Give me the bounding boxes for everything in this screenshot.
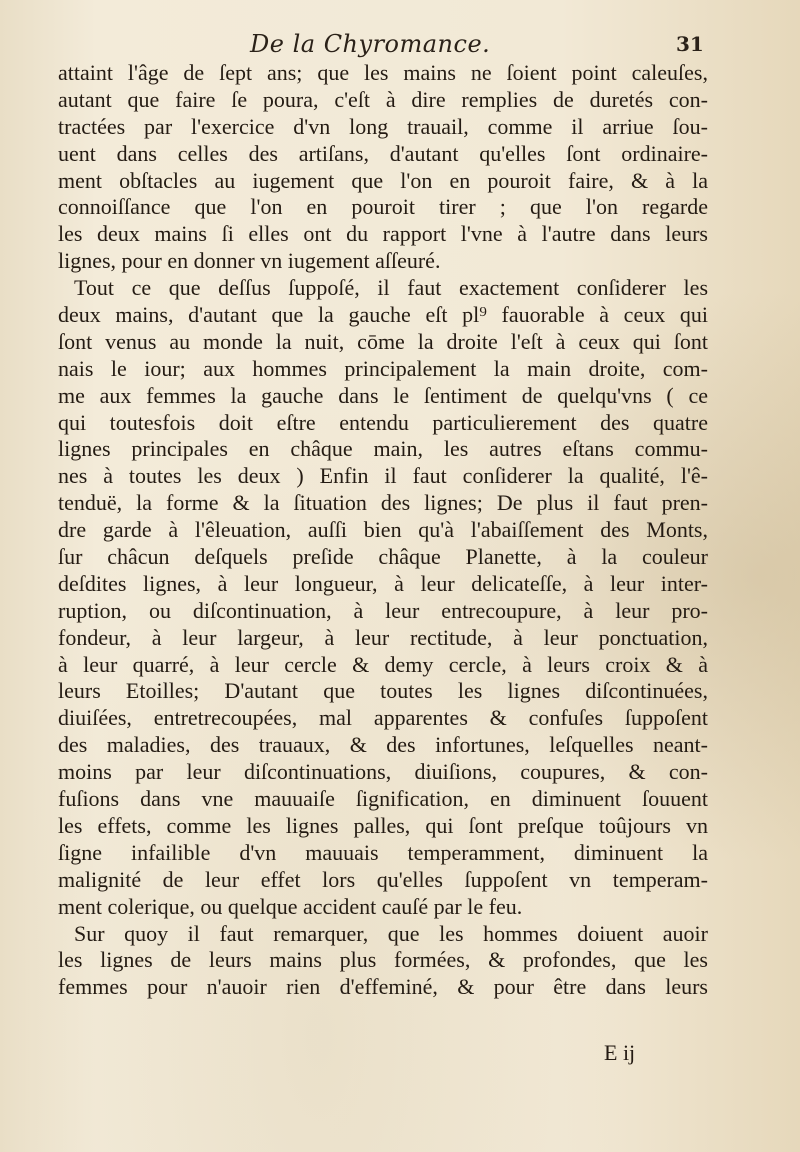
text-line: malignité de leur effet lors qu'elles ſuppoſent vn temperam-	[58, 866, 708, 892]
text-line: leurs Etoilles; D'autant que toutes les lignes diſcontinuées,	[58, 678, 708, 704]
text-line: ſur châcun deſquels preſide châque Planette, à la couleur	[58, 544, 708, 570]
text-line: autant que faire ſe poura, c'eſt à dire remplies de duretés con-	[58, 86, 708, 112]
text-line: ment colerique, ou quelque accident cauſé par le feu.	[58, 893, 523, 919]
text-line: me aux femmes la gauche dans le ſentiment de quelqu'vns ( ce	[58, 382, 708, 408]
text-line: les deux mains ſi elles ont du rapport l'vne à l'autre dans leurs	[58, 221, 708, 247]
text-line: attaint l'âge de ſept ans; que les mains ne ſoient point caleuſes,	[58, 60, 708, 85]
text-line: à leur quarré, à leur cercle & demy cercle, à leurs croix & à	[58, 651, 708, 677]
text-line: ſont venus au monde la nuit, cōme la droite l'eſt à ceux qui ſont	[58, 328, 708, 354]
page-header	[0, 28, 800, 62]
body-text	[58, 60, 708, 1001]
text-line: des maladies, des trauaux, & des infortunes, leſquelles neant-	[58, 732, 708, 758]
text-line: lignes principales en châque main, les autres eſtans commu-	[58, 436, 708, 462]
text-line: diuiſées, entretrecoupées, mal apparentes & confuſes ſuppoſent	[58, 705, 708, 731]
text-line: les lignes de leurs mains plus formées, & profondes, que les	[58, 947, 708, 973]
text-line: Tout ce que deſſus ſuppoſé, il faut exactement conſiderer les	[74, 275, 708, 301]
text-line: nes à toutes les deux ) Enfin il faut conſiderer la qualité, l'ê-	[58, 463, 708, 489]
text-line: nais le iour; aux hommes principalement la main droite, com-	[58, 355, 708, 381]
text-line: fondeur, à leur largeur, à leur rectitude, à leur ponctuation,	[58, 624, 708, 650]
text-line: connoiſſance que l'on en pouroit tirer ; que l'on regarde	[58, 194, 708, 220]
text-line: uent dans celles des artiſans, d'autant qu'elles ſont ordinaire-	[58, 140, 708, 166]
text-line: moins par leur diſcontinuations, diuiſions, coupures, & con-	[58, 759, 708, 785]
text-line: lignes, pour en donner vn iugement aſſeuré.	[58, 248, 441, 274]
text-line: tenduë, la forme & la ſituation des lignes; De plus il faut pren-	[58, 490, 708, 516]
text-line: ment obſtacles au iugement que l'on en pouroit faire, & à la	[58, 167, 708, 193]
text-line: Sur quoy il faut remarquer, que les hommes doiuent auoir	[74, 920, 708, 946]
page-number: 31	[676, 32, 704, 56]
text-line: femmes pour n'auoir rien d'effeminé, & pour être dans leurs	[58, 974, 708, 1000]
text-line: qui toutesfois doit eſtre entendu particulierement des quatre	[58, 409, 708, 435]
text-line: deſdites lignes, à leur longueur, à leur delicateſſe, à leur inter-	[58, 570, 708, 596]
text-line: les effets, comme les lignes palles, qui ſont preſque toûjours vn	[58, 812, 708, 838]
text-line: ſigne infailible d'vn mauuais temperamment, diminuent la	[58, 839, 708, 865]
text-line: tractées par l'exercice d'vn long trauail, comme il arriue ſou-	[58, 113, 708, 139]
text-line: fuſions dans vne mauuaiſe ſignification, en diminuent ſouuent	[58, 786, 708, 812]
text-line: ruption, ou diſcontinuation, à leur entrecoupure, à leur pro-	[58, 597, 708, 623]
text-line: deux mains, d'autant que la gauche eſt pl⁹ fauorable à ceux qui	[58, 302, 708, 328]
text-line: dre garde à l'êleuation, auſſi bien qu'à l'abaiſſement des Monts,	[58, 517, 708, 543]
signature-mark: E ij	[604, 1040, 636, 1065]
running-title: De la Chyromance.	[250, 30, 491, 58]
